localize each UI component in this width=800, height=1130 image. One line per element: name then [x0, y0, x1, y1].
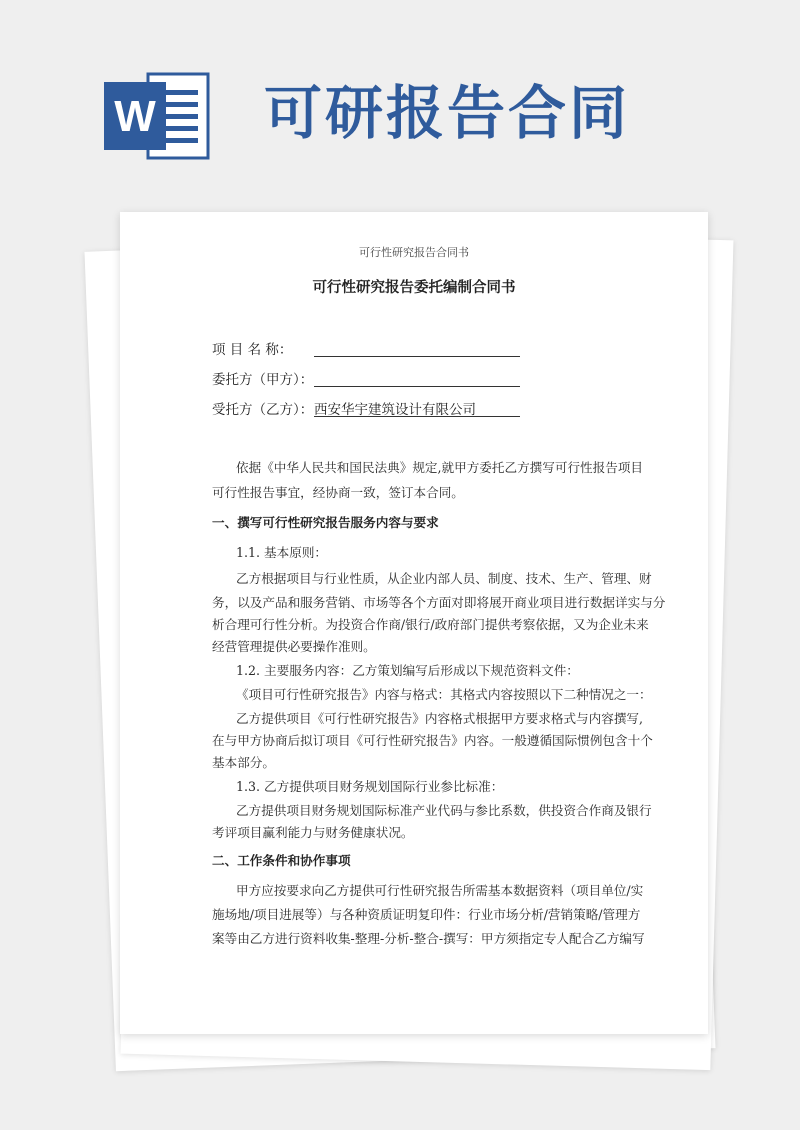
body-line: 可行性报告事宜，经协商一致，签订本合同。 — [212, 485, 464, 500]
body-line: 依据《中华人民共和国民法典》规定,就甲方委托乙方撰写可行性报告项目 — [236, 460, 644, 475]
body-line: 考评项目赢利能力与财务健康状况。 — [212, 825, 414, 840]
header-banner — [0, 0, 800, 200]
field-value: 西安华宇建筑设计有限公司 — [314, 398, 520, 417]
field-label: 受托方（乙方）： — [212, 402, 314, 418]
section-heading: 一、撰写可行性研究报告服务内容与要求 — [212, 515, 439, 530]
body-line: 在与甲方协商后拟订项目《可行性研究报告》内容。一般遵循国际惯例包含十个 — [212, 733, 653, 748]
field-value — [314, 338, 520, 357]
field-label: 项 目 名 称： — [212, 342, 293, 358]
body-line: 析合理可行性分析。为投资合作商/银行/政府部门提供考察依据，又为企业未来 — [212, 617, 649, 632]
subsection-heading: 1.1. 基本原则： — [236, 545, 328, 560]
body-line: 甲方应按要求向乙方提供可行性研究报告所需基本数据资料（项目单位/实 — [236, 883, 644, 898]
body-line: 务，以及产品和服务营销、市场等各个方面对即将展开商业项目进行数据详实与分 — [212, 595, 666, 610]
word-document-icon — [100, 66, 216, 166]
subsection-heading: 1.2. 主要服务内容：乙方策划编写后形成以下规范资料文件： — [236, 663, 579, 678]
document-title: 可行性研究报告委托编制合同书 — [312, 279, 516, 296]
section-heading: 二、工作条件和协作事项 — [212, 853, 351, 868]
body-line: 乙方根据项目与行业性质，从企业内部人员、制度、技术、生产、管理、财 — [236, 571, 652, 586]
running-header: 可行性研究报告合同书 — [359, 246, 469, 259]
subsection-heading: 1.3. 乙方提供项目财务规划国际行业参比标准： — [236, 779, 504, 794]
field-value — [314, 368, 520, 387]
body-line: 施场地/项目进展等）与各种资质证明复印件：行业市场分析/营销策略/管理方 — [212, 907, 641, 922]
body-line: 经营管理提供必要操作准则。 — [212, 639, 376, 654]
body-line: 乙方提供项目财务规划国际标准产业代码与参比系数，供投资合作商及银行 — [236, 803, 652, 818]
body-line: 《项目可行性研究报告》内容与格式：其格式内容按照以下二种情况之一： — [236, 687, 652, 702]
field-label: 委托方（甲方）： — [212, 372, 314, 388]
body-line: 案等由乙方进行资料收集-整理-分析-整合-撰写：甲方须指定专人配合乙方编写 — [212, 931, 645, 946]
body-line: 乙方提供项目《可行性研究报告》内容格式根据甲方要求格式与内容撰写, — [236, 711, 644, 726]
body-line: 基本部分。 — [212, 755, 275, 770]
page-title: 可研报告合同 — [264, 79, 631, 147]
document-page — [120, 212, 708, 1034]
logo-letter: W — [114, 92, 156, 141]
